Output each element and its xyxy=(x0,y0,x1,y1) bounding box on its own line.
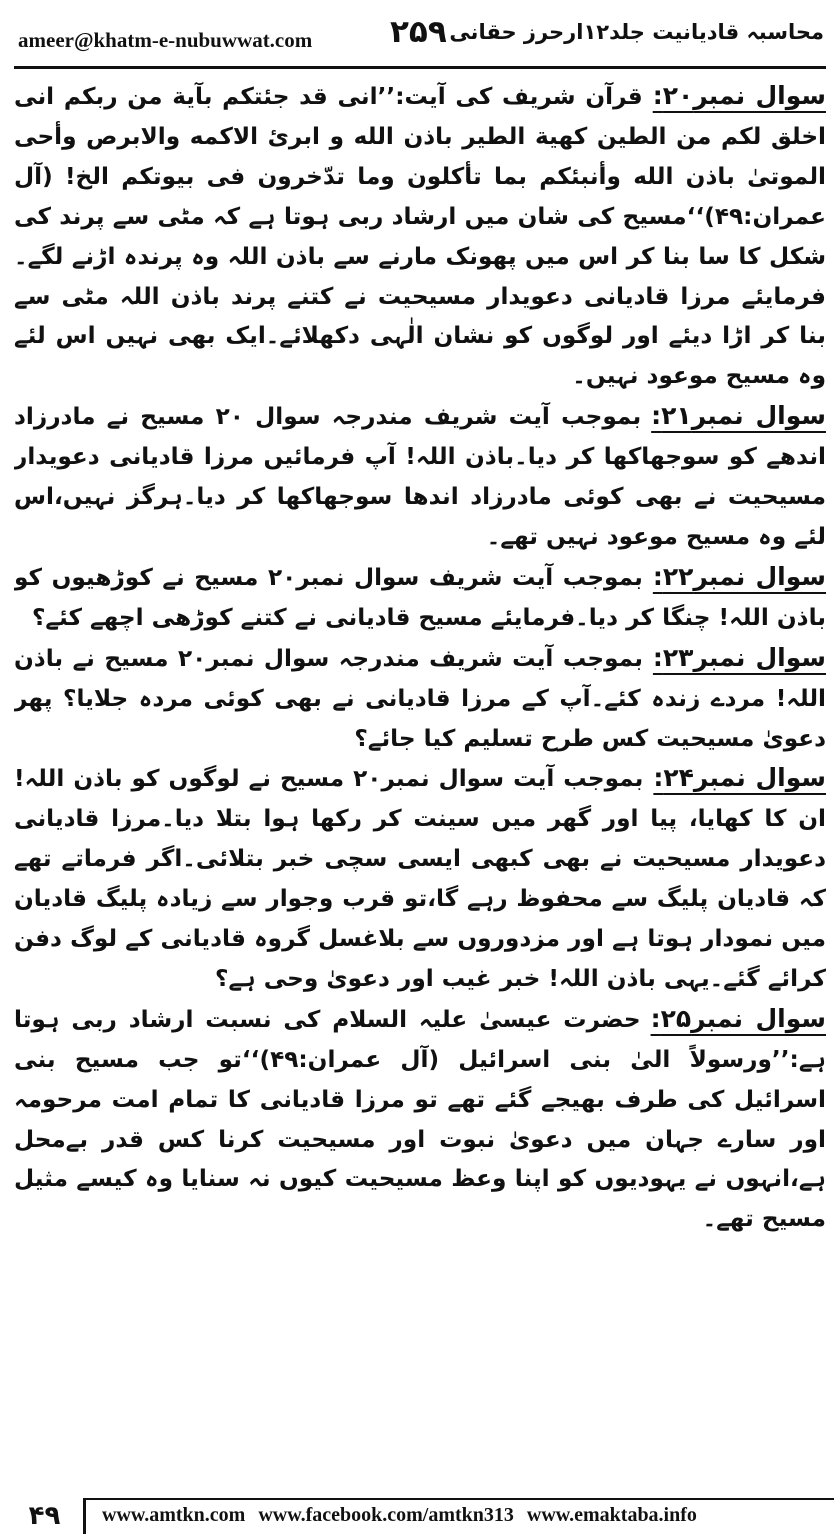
question-25 xyxy=(14,999,826,1239)
question-label: سوال نمبر۲۵: xyxy=(650,1003,826,1033)
page-footer xyxy=(6,1498,834,1536)
question-23 xyxy=(14,638,826,759)
footer-link-facebook[interactable]: www.facebook.com/amtkn313 xyxy=(258,1504,514,1526)
header-book-title: محاسبہ قادیانیت جلد۱۲ارحرز حقانی xyxy=(449,20,824,44)
footer-page-number: ۴۹ xyxy=(6,1498,86,1534)
question-label: سوال نمبر۲۱: xyxy=(651,401,826,431)
question-24 xyxy=(14,758,826,998)
question-text: بموجب آیت شریف مندرجہ سوال ۲۰ مسیح نے مادرزاد اندھے کو سوجھاکھا کر دیا۔باذن اللہ! آپ فرمائیں مرزا قادیانی دعویدار مسیحیت نے بھی کوئی مادرزاد اندھا سوجھاکھا کر دیا۔ہرگز نہیں،اس لئے وہ مسیح موعود نہیں تھے۔ xyxy=(14,403,826,550)
question-text: بموجب آیت سوال نمبر۲۰ مسیح نے لوگوں کو باذن اللہ! ان کا کھایا، پیا اور گھر میں سینت کر رکھا ہوا بتلا دیا۔مرزا قادیانی دعویدار مسیحیت نے بھی کبھی ایسی سچی خبر بتلائی۔اگر فرماتے تھے کہ قادیان پلیگ سے محفوظ رہے گا،تو قرب وجوار سے زیادہ پلیگ قادیان میں نمودار ہوتا ہے اور مزدوروں سے بلاغسل گروہ قادیانی کے لوگ دفن کرائے گئے۔یہی باذن اللہ! خبر غیب اور دعویٰ وحی ہے؟ xyxy=(14,765,826,992)
question-22 xyxy=(14,557,826,638)
header-page-number: ۲۵۹ xyxy=(390,14,447,50)
footer-divider xyxy=(86,1498,834,1500)
question-label: سوال نمبر۲۴: xyxy=(653,763,826,793)
question-label: سوال نمبر۲۳: xyxy=(652,642,826,672)
question-label: سوال نمبر۲۰: xyxy=(652,81,826,110)
footer-link-amtkn[interactable]: www.amtkn.com xyxy=(102,1504,246,1526)
question-label: سوال نمبر۲۲: xyxy=(652,561,826,591)
page-body xyxy=(14,76,826,1486)
question-text: قرآن شریف کی آیت:’’انی قد جئتکم بآیة من ربکم انی اخلق لکم من الطین کھیة الطیر باذن الله و ابرئ الاکمه والابرص وأحی الموتیٰ باذن الله وأنبئکم بما تأکلون وما تدّخرون فی بیوتکم الخ! (آل عمران:۴۹)‘‘مسیح کی شان میں ارشاد ربی ہوتا ہے کہ مٹی سے پرند کی شکل کا سا بنا کر اس میں پھونک مارنے سے باذن اللہ وہ پرندہ اڑنے لگے۔فرمایئے مرزا قادیانی دعویدار مسیحیت نے کتنے پرند باذن اللہ مٹی سے بنا کر اڑا دیئے اور لوگوں کو نشان الٰہی دکھلائے۔ایک بھی نہیں اس لئے وہ مسیح موعود نہیں۔ xyxy=(14,83,826,390)
question-21 xyxy=(14,396,826,557)
header-divider xyxy=(14,66,826,69)
header-email: ameer@khatm-e-nubuwwat.com xyxy=(18,28,313,52)
question-20 xyxy=(14,76,826,396)
footer-links xyxy=(102,1504,705,1527)
page-header xyxy=(14,6,826,70)
question-text: بموجب آیت شریف مندرجہ سوال نمبر۲۰ مسیح نے باذن اللہ! مردے زندہ کئے۔آپ کے مرزا قادیانی نے بھی کوئی مردہ جلایا؟ پھر دعویٰ مسیحیت کس طرح تسلیم کیا جائے؟ xyxy=(14,644,826,752)
question-text: حضرت عیسیٰ علیہ السلام کی نسبت ارشاد ربی ہوتا ہے:’’ورسولاً الیٰ بنی اسرائیل (آل عمران:۴۹)‘‘تو جب مسیح بنی اسرائیل کی طرف بھیجے گئے تھے تو مرزا قادیانی کا تمام امت مرحومہ اور سارے جہان میں دعویٰ نبوت اور مسیحیت کرنا کس قدر بےمحل ہے،انہوں نے یہودیوں کو اپنا وعظ مسیحیت کیوں نہ سنایا وہ کیسے مثیل مسیح تھے۔ xyxy=(14,1005,826,1233)
footer-link-emaktaba[interactable]: www.emaktaba.info xyxy=(526,1504,697,1526)
question-text: بموجب آیت شریف سوال نمبر۲۰ مسیح نے کوڑھیوں کو باذن اللہ! چنگا کر دیا۔فرمایئے مسیح قادیانی نے کتنے کوڑھی اچھے کئے؟ xyxy=(14,563,826,631)
